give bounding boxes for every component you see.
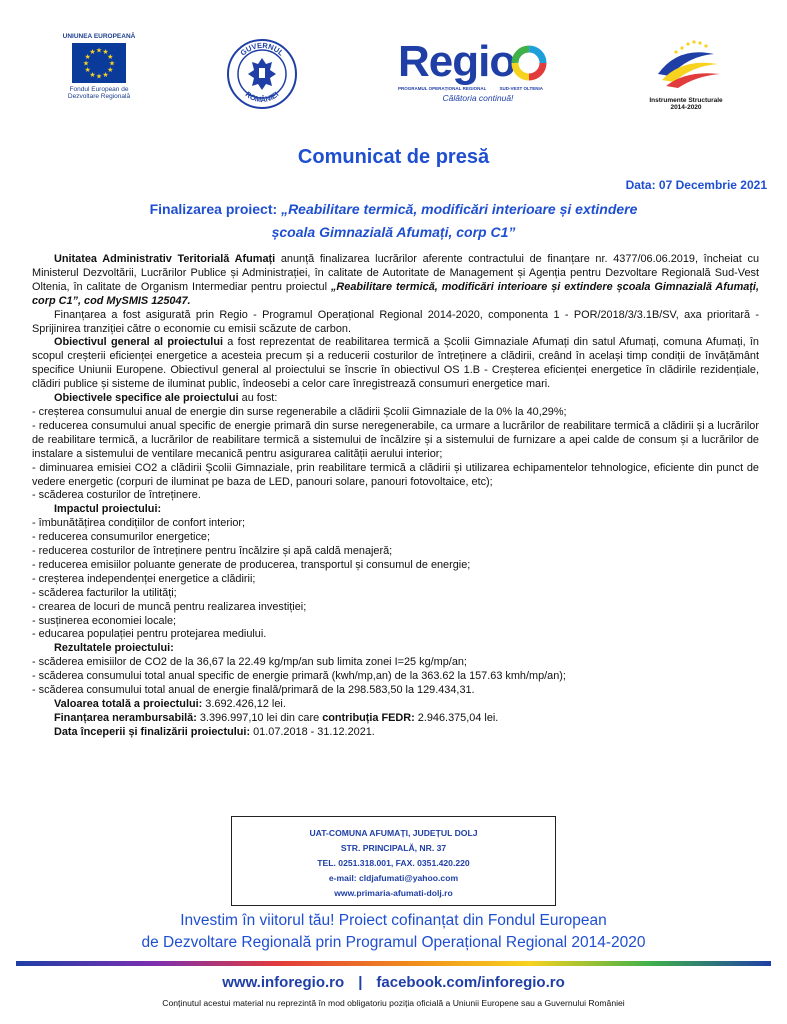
project-dates-line bbox=[32, 726, 759, 740]
contact-box bbox=[231, 816, 556, 906]
fedr-value: 2.946.375,04 lei. bbox=[414, 711, 499, 724]
color-stripe bbox=[16, 961, 771, 966]
impact-list bbox=[32, 517, 759, 642]
contact-org: UAT-COMUNA AFUMAȚI, JUDEȚUL DOLJ bbox=[309, 828, 478, 838]
list-item: - diminuarea emisiei CO2 a clădirii Școlii Gimnaziale, prin reabilitare termică a clădirii și utilizarea echipamentelor tehnologice, eficiente din punct de vedere energetic (corpuri de iluminat pe baza de LED, panouri solare, panouri fotovoltaice, etc); bbox=[32, 461, 759, 488]
list-item: - crearea de locuri de muncă pentru realizarea investiției; bbox=[32, 600, 307, 613]
regio-tagline: Călătoria continuă! bbox=[442, 93, 514, 103]
total-value: 3.692.426,12 lei. bbox=[202, 698, 286, 710]
project-dates: 01.07.2018 - 31.12.2021. bbox=[250, 725, 375, 738]
list-item: - îmbunătățirea condițiilor de confort interior; bbox=[32, 517, 246, 530]
cofinancing-statement bbox=[0, 910, 787, 954]
link-separator: | bbox=[358, 974, 363, 991]
eu-stars bbox=[72, 43, 126, 83]
page-title: Comunicat de presă bbox=[297, 146, 490, 168]
list-item: - scăderea consumului total anual de energie finală/primară de la 298.583,50 la 129.434,31. bbox=[32, 684, 475, 697]
project-name: „Reabilitare termică, modificări interioare și extindere școala Gimnazială Afumați, corp C1”, cod MySMIS 125047. bbox=[32, 280, 759, 307]
grant-label: Finanțarea nerambursabilă: bbox=[54, 711, 197, 724]
list-item: - educarea populației pentru protejarea mediului. bbox=[32, 628, 267, 641]
regio-wordmark: Regio bbox=[398, 37, 516, 86]
results-list bbox=[32, 656, 759, 698]
contact-phone: TEL. 0251.318.001, FAX. 0351.420.220 bbox=[317, 858, 470, 868]
svg-text:GUVERNUL: GUVERNUL bbox=[238, 40, 286, 58]
general-objective-paragraph bbox=[32, 336, 759, 392]
facebook-link[interactable]: facebook.com/inforegio.ro bbox=[376, 974, 565, 991]
intro-paragraph bbox=[32, 253, 759, 309]
cofinancing-line2: de Dezvoltare Regională prin Programul Operațional Regional 2014-2020 bbox=[141, 934, 646, 951]
government-seal-icon bbox=[226, 38, 298, 110]
eu-star-icon: ★ bbox=[82, 60, 90, 68]
structural-instruments-label: Instrumente Structurale bbox=[649, 97, 723, 104]
eu-star-icon: ★ bbox=[84, 66, 91, 74]
svg-text:ROMÂNIEI: ROMÂNIEI bbox=[243, 89, 281, 105]
total-value-label: Valoarea totală a proiectului: bbox=[54, 698, 203, 710]
list-item: - creșterea consumului anual de energie din surse regenerabile a clădirii Școlii Gimnaziale de la 0% la 40,29%; bbox=[32, 405, 567, 418]
contact-email[interactable]: e-mail: cldjafumati@yahoo.com bbox=[328, 873, 459, 883]
specific-objectives-heading bbox=[32, 392, 759, 406]
subtitle-project-line2: școala Gimnazială Afumați, corp C1” bbox=[271, 224, 516, 240]
eu-star-icon: ★ bbox=[95, 73, 103, 81]
list-item: - scăderea facturilor la utilități; bbox=[32, 586, 177, 599]
regio-region: SUD-VEST OLTENIA bbox=[499, 86, 543, 91]
list-item: - scăderea emisiilor de CO2 de la 36,67 la 22.49 kg/mp/an sub limita zonei I=25 kg/mp/an; bbox=[32, 656, 467, 669]
project-dates-label: Data începerii și finalizării proiectului: bbox=[54, 725, 251, 738]
eu-star-icon: ★ bbox=[102, 49, 109, 57]
structural-instruments-period: 2014-2020 bbox=[670, 104, 702, 112]
subtitle-prefix: Finalizarea proiect: bbox=[149, 201, 282, 217]
list-item: - scăderea costurilor de întreținere. bbox=[32, 489, 201, 502]
eu-star-icon: ★ bbox=[107, 53, 114, 61]
regio-program: PROGRAMUL OPERAȚIONAL REGIONAL bbox=[398, 86, 487, 91]
release-date: Data: 07 Decembrie 2021 bbox=[625, 178, 767, 192]
beneficiary-name: Unitatea Administrativ Teritorială Afumați bbox=[54, 253, 276, 265]
total-value-line bbox=[32, 698, 759, 712]
list-item: - susținerea economiei locale; bbox=[32, 614, 177, 627]
fedr-label: contribuția FEDR: bbox=[322, 711, 415, 724]
list-item: - scăderea consumului total anual specific de energie primară (kwh/mp,an) de la 363.62 la 157.63 kmh/mp/an); bbox=[32, 670, 566, 683]
eu-star-icon: ★ bbox=[89, 71, 96, 79]
eu-logo-caption: UNIUNEA EUROPEANĂ bbox=[62, 33, 136, 40]
list-item: - creșterea independenței energetice a clădirii; bbox=[32, 572, 256, 585]
list-item: - reducerea emisiilor poluante generate de producerea, transportul și consumul de energie; bbox=[32, 558, 471, 571]
eu-star-icon: ★ bbox=[95, 47, 103, 55]
eu-fund-line1: Fondul European de bbox=[69, 85, 129, 93]
footer-links bbox=[0, 974, 787, 991]
disclaimer: Conținutul acestui material nu reprezintă în mod obligatoriu poziția oficială a Uniunii Europene sau a Guvernului României bbox=[162, 998, 625, 1008]
inforegio-link[interactable]: www.inforegio.ro bbox=[222, 974, 345, 991]
eu-star-icon: ★ bbox=[107, 66, 114, 74]
results-heading: Rezultatele proiectului: bbox=[54, 642, 174, 655]
structural-instruments-logo bbox=[640, 36, 732, 111]
specific-objectives-list bbox=[32, 406, 759, 503]
grant-line bbox=[32, 712, 759, 726]
eu-star-icon: ★ bbox=[89, 49, 96, 57]
eu-star-icon: ★ bbox=[102, 71, 109, 79]
list-item: - reducerea consumurilor energetice; bbox=[32, 531, 210, 544]
impact-heading: Impactul proiectului: bbox=[54, 503, 162, 516]
general-objective-label: Obiectivul general al proiectului bbox=[54, 336, 224, 349]
general-objective-text: a fost reprezentat de reabilitarea termică a Școlii Gimnaziale Afumați din satul Afumați, comuna Afumați, în scopul creșterii eficienței energetice a acesteia precum și a reducerii costurilor de întreținere a clădirii, creând în același timp condiții de învățământ specifice Uniunii Europene. Obiectivul general al proiectului se înscrie în obiectivul OS 1.B - Creșterea eficienței energetice în clădirile rezidențiale, clădiri publice și sisteme de iluminat public, îndeosebi a celor care înregistrează consumuri energetice mari. bbox=[32, 336, 759, 391]
financing-paragraph: Finanțarea a fost asigurată prin Regio - Programul Operațional Regional 2014-2020, componenta 1 - POR/2018/3/3.1B/SV, axa prioritară - Sprijinirea tranziției către o economie cu emisii scăzute de carbon. bbox=[32, 308, 759, 335]
list-item: - reducerea consumului anual specific de energie primară din surse neregenerabile, ca urmare a lucrărilor de reabilitare termică a clădirii și a lucrărilor de reabilitare termică, a lucrărilor de reabilitare termică a sistemului de încălzire și a sistemului de furnizare a apei calde de consum și a lucrărilor de instalare a sistemului de ventilare mecanică pentru asigurarea calității aerului interior; bbox=[32, 419, 759, 460]
cofinancing-line1: Investim în viitorul tău! Proiect cofinanțat din Fondul European bbox=[180, 912, 607, 929]
regio-o-ring-icon bbox=[510, 44, 548, 87]
intro-text: anunță finalizarea lucrărilor aferente contractului de finanțare nr. 4377/06.06.2019, încheiat cu Ministerul Dezvoltării, Lucrărilor Publice și Administrației, în calitate de Autoritate de Management și Agenția pentru Dezvoltare Regională Sud-Vest Oltenia, în calitate de Organism Intermediar pentru proiectul bbox=[32, 253, 759, 293]
eu-logo bbox=[60, 34, 138, 100]
eu-flag-icon bbox=[72, 43, 126, 83]
list-item: - reducerea costurilor de întreținere pentru încălzire și apă caldă menajeră; bbox=[32, 545, 393, 558]
specific-objectives-label: Obiectivele specifice ale proiectului bbox=[54, 392, 239, 405]
subtitle-project-line1: „Reabilitare termică, modificări interioare și extindere bbox=[281, 201, 638, 217]
release-subtitle bbox=[40, 198, 747, 244]
grant-value: 3.396.997,10 lei din care bbox=[196, 711, 323, 724]
specific-objectives-tail: au fost: bbox=[238, 392, 278, 405]
eu-star-icon: ★ bbox=[84, 53, 91, 61]
contact-address: STR. PRINCIPALĂ, NR. 37 bbox=[340, 843, 447, 853]
eu-star-icon: ★ bbox=[108, 60, 116, 68]
release-body bbox=[32, 253, 759, 740]
contact-website[interactable]: www.primaria-afumati-dolj.ro bbox=[334, 888, 453, 898]
structural-instruments-icon bbox=[648, 36, 724, 92]
eu-fund-line2: Dezvoltare Regională bbox=[67, 92, 131, 100]
